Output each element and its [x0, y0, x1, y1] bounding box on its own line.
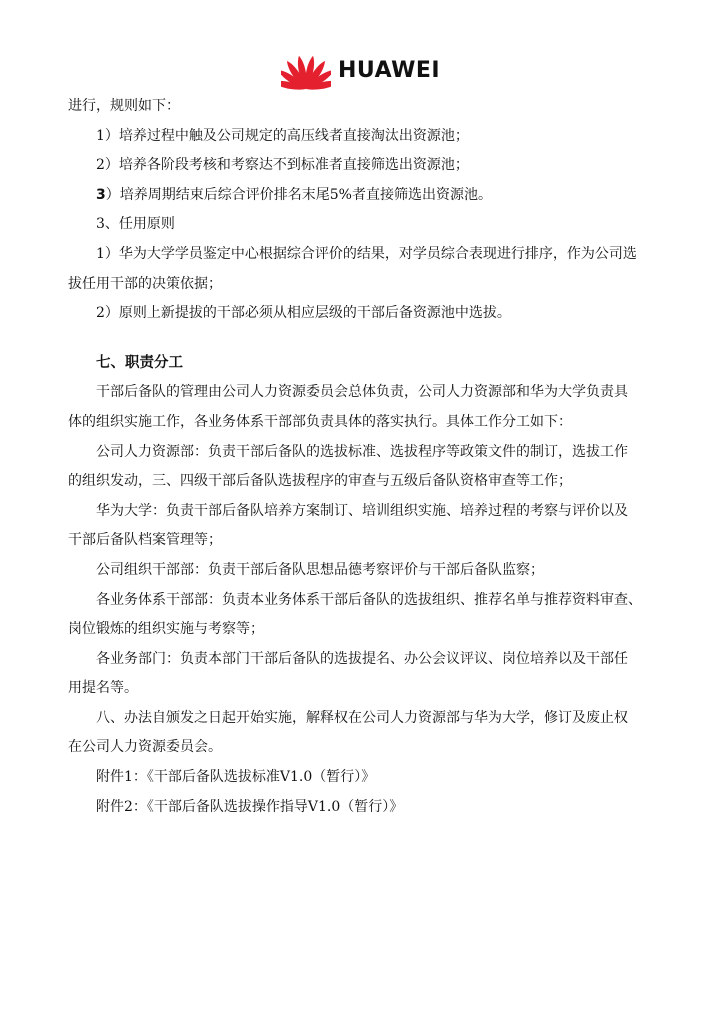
paragraph-line: 体的组织实施工作，各业务体系干部部负责具体的落实执行。具体工作分工如下：: [68, 413, 572, 430]
paragraph-line: 八、办法自颁发之日起开始实施，解释权在公司人力资源部与华为大学，修订及废止权: [96, 709, 628, 726]
paragraph-line: 各业务体系干部部：负责本业务体系干部后备队的选拔组织、推荐名单与推荐资料审查、: [96, 591, 642, 608]
paragraph-line: 岗位锻炼的组织实施与考察等；: [68, 621, 264, 638]
paragraph-line: 干部后备队的管理由公司人力资源委员会总体负责，公司人力资源部和华为大学负责具: [96, 384, 628, 401]
huawei-logo-mark: [281, 52, 331, 92]
paragraph-line: 进行，规则如下：: [68, 98, 180, 114]
section-3-title: 3、任用原则: [96, 216, 175, 233]
paragraph-line: 的组织发动，三、四级干部后备队选拔程序的审查与五级后备队资格审查等工作；: [68, 473, 572, 490]
section-heading: 七、职责分工: [96, 354, 183, 371]
rule-item-3: [68, 181, 658, 211]
attachment-1: 附件1：《干部后备队选拔标准V1.0（暂行）》: [96, 769, 376, 786]
paragraph-line: 公司人力资源部：负责干部后备队的选拔标准、选拔程序等政策文件的制订，选拔工作: [96, 443, 628, 460]
paragraph-line: 在公司人力资源委员会。: [68, 739, 222, 756]
page-header: [0, 52, 724, 92]
paragraph-line: 公司组织干部部：负责干部后备队思想品德考察评价与干部后备队监察；: [96, 561, 544, 578]
document-body: [68, 92, 658, 822]
paragraph-line: 华为大学：负责干部后备队培养方案制订、培训组织实施、培养过程的考察与评价以及: [96, 502, 628, 519]
paragraph-line: 用提名等。: [68, 680, 138, 697]
paragraph-line: 各业务部门：负责本部门干部后备队的选拔提名、办公会议评议、岗位培养以及干部任: [96, 650, 628, 667]
appointment-item-1: 1）华为大学学员鉴定中心根据综合评价的结果，对学员综合表现进行排序，作为公司选: [96, 245, 637, 262]
attachment-2: 附件2：《干部后备队选拔操作指导V1.0（暂行）》: [96, 798, 404, 815]
huawei-logo-text: HUAWEI: [338, 58, 441, 83]
appointment-item-1-cont: 拔任用干部的决策依据；: [68, 275, 222, 292]
rule-item-3-text: ）培养周期结束后综合评价排名末尾5%者直接筛选出资源池。: [105, 186, 492, 203]
rule-item-1: 1）培养过程中触及公司规定的高压线者直接淘汰出资源池；: [96, 127, 469, 144]
rule-item-3-number: 3: [96, 186, 106, 203]
appointment-item-2: 2）原则上新提拔的干部必须从相应层级的干部后备资源池中选拔。: [96, 305, 511, 322]
paragraph-line: 干部后备队档案管理等；: [68, 532, 222, 549]
rule-item-2: 2）培养各阶段考核和考察达不到标准者直接筛选出资源池；: [96, 157, 469, 174]
